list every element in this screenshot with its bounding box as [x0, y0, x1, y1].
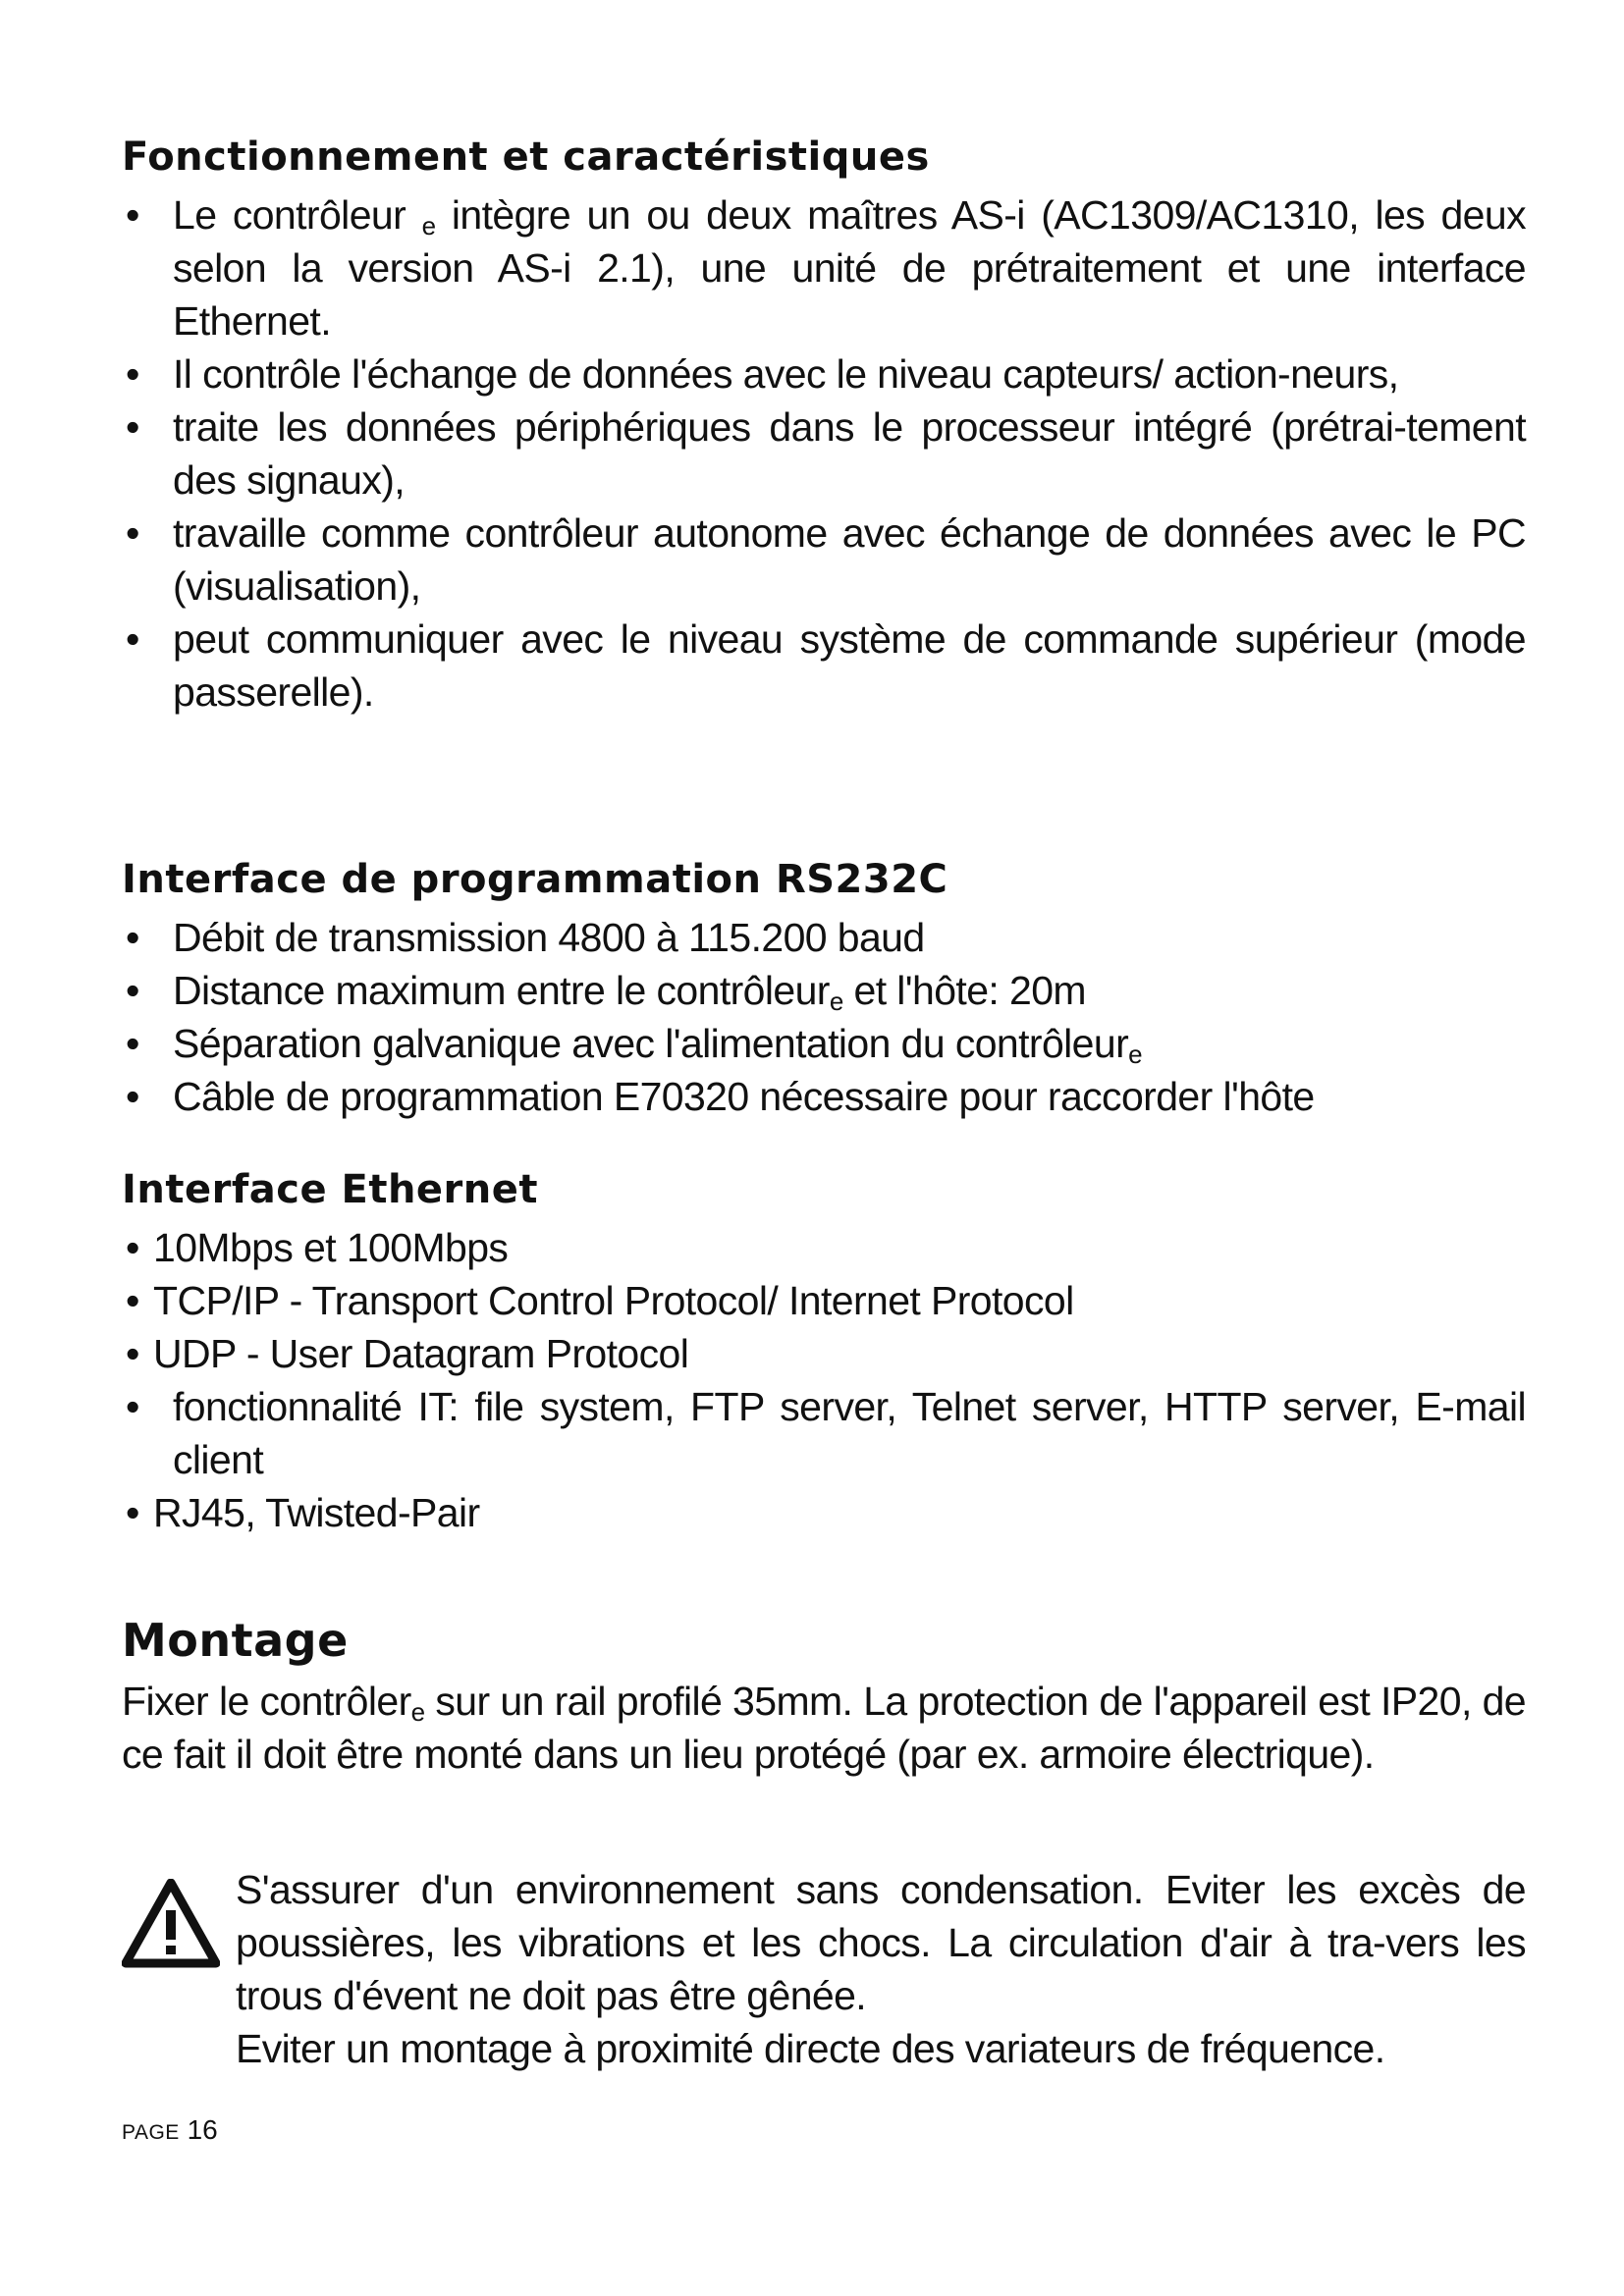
section-ethernet — [122, 1164, 1526, 1539]
montage-paragraph: Fixer le contrôler$_e$ sur un rail profilé 35mm. La protection de l'appareil est IP20, de ce fait il doit être monté dans un lieu protégé (par ex. armoire électrique). — [122, 1679, 1526, 1777]
list-item: • Le contrôleur $_e$ intègre un ou deux maîtres AS-i (AC1309/AC1310, les deux selon la version AS-i 2.1), une unité de prétraitement et une interface Ethernet. — [122, 188, 1526, 347]
warning-text — [236, 1863, 1526, 2075]
page-footer — [122, 2112, 218, 2151]
list-item: • UDP - User Datagram Protocol — [122, 1327, 1526, 1380]
warning-line-2: Eviter un montage à proximité directe des variateurs de fréquence. — [236, 2026, 1385, 2071]
list-item: • TCP/IP - Transport Control Protocol/ Internet Protocol — [122, 1274, 1526, 1327]
warning-line-1: S'assurer d'un environnement sans condensation. Eviter les excès de poussières, les vibrations et les chocs. La circulation d'air à tra-vers les trous d'évent ne doit pas être gênée. — [236, 1867, 1526, 2018]
heading-fonctionnement: Fonctionnement et caractéristiques — [122, 134, 930, 180]
list-item: • Séparation galvanique avec l'alimentation du contrôleur$_e$ — [122, 1017, 1526, 1070]
list-fonctionnement — [122, 188, 1526, 719]
section-montage — [122, 1612, 1526, 1781]
list-item: • Câble de programmation E70320 nécessaire pour raccorder l'hôte — [122, 1070, 1526, 1123]
list-item: • peut communiquer avec le niveau système de commande supérieur (mode passerelle). — [122, 613, 1526, 719]
section-rs232 — [122, 854, 1526, 1123]
list-item: • 10Mbps et 100Mbps — [122, 1221, 1526, 1274]
warning-block — [122, 1863, 1526, 2099]
list-item: • fonctionnalité IT: file system, FTP server, Telnet server, HTTP server, E-mail client — [122, 1380, 1526, 1486]
page-label: PAGE — [122, 2121, 180, 2144]
page-number: 16 — [187, 2114, 218, 2145]
section-fonctionnement — [122, 132, 1526, 719]
heading-ethernet: Interface Ethernet — [122, 1167, 538, 1212]
list-rs232 — [122, 911, 1526, 1123]
heading-montage: Montage — [122, 1614, 349, 1667]
list-item: • Distance maximum entre le contrôleur$_e$ et l'hôte: 20m — [122, 964, 1526, 1017]
list-item: • Débit de transmission 4800 à 115.200 baud — [122, 911, 1526, 964]
list-item: • travaille comme contrôleur autonome avec échange de données avec le PC (visualisation), — [122, 507, 1526, 613]
list-ethernet — [122, 1221, 1526, 1539]
list-item: • traite les données périphériques dans le processeur intégré (prétrai-tement des signaux), — [122, 400, 1526, 507]
list-item: • Il contrôle l'échange de données avec le niveau capteurs/ action-neurs, — [122, 347, 1526, 400]
list-item: • RJ45, Twisted-Pair — [122, 1486, 1526, 1539]
warning-triangle-icon — [122, 1879, 220, 1969]
heading-rs232: Interface de programmation RS232C — [122, 857, 948, 902]
